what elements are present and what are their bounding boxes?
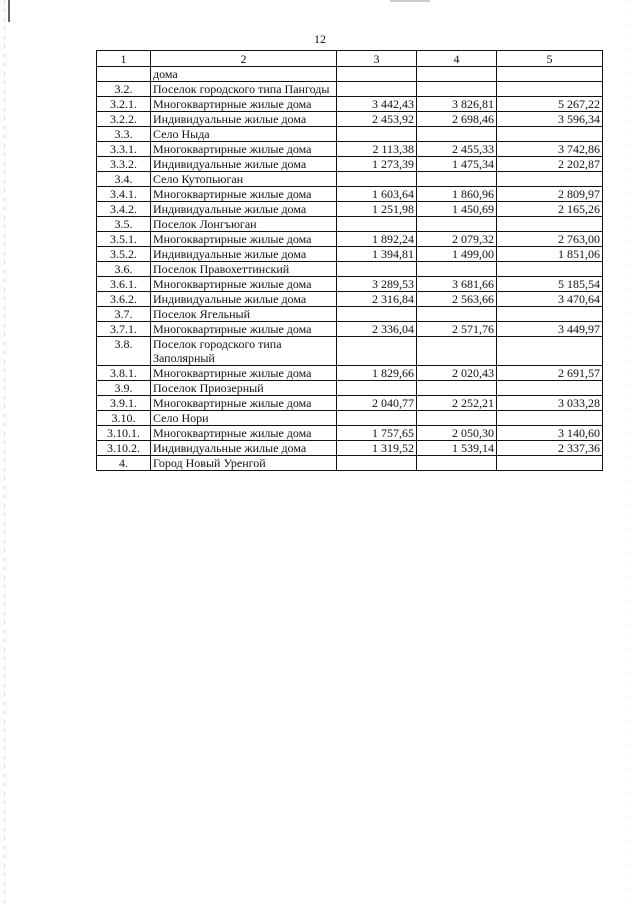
row-number: 3.6.2.: [97, 292, 151, 307]
table-row: [97, 127, 603, 142]
row-name: Многоквартирные жилые дома: [151, 322, 337, 337]
row-name: Многоквартирные жилые дома: [151, 142, 337, 157]
row-number: 3.3.2.: [97, 157, 151, 172]
row-number: 3.6.: [97, 262, 151, 277]
value-col-3: [337, 307, 417, 322]
row-name: Поселок Правохеттинский: [151, 262, 337, 277]
table-row: [97, 202, 603, 217]
table-header: [97, 51, 603, 67]
value-col-4: [417, 307, 497, 322]
row-name: Многоквартирные жилые дома: [151, 187, 337, 202]
value-col-5: [497, 82, 603, 97]
row-name: Поселок городского типа Заполярный: [151, 337, 337, 366]
value-col-3: [337, 337, 417, 366]
row-number: [97, 67, 151, 82]
value-col-3: 1 251,98: [337, 202, 417, 217]
value-col-3: 1 319,52: [337, 441, 417, 456]
scan-top-mark: [390, 0, 430, 2]
value-col-3: [337, 172, 417, 187]
value-col-5: 2 337,36: [497, 441, 603, 456]
value-col-4: 2 020,43: [417, 366, 497, 381]
value-col-4: [417, 456, 497, 471]
value-col-4: [417, 411, 497, 426]
value-col-5: [497, 411, 603, 426]
scan-margin-mark: [4, 0, 5, 905]
value-col-5: 3 470,64: [497, 292, 603, 307]
row-number: 3.4.2.: [97, 202, 151, 217]
table-row: [97, 187, 603, 202]
value-col-3: [337, 411, 417, 426]
table-row: [97, 247, 603, 262]
value-col-4: 1 539,14: [417, 441, 497, 456]
table-row: [97, 366, 603, 381]
value-col-5: 2 763,00: [497, 232, 603, 247]
table-row: [97, 217, 603, 232]
table-row: [97, 426, 603, 441]
value-col-5: [497, 307, 603, 322]
value-col-3: 3 289,53: [337, 277, 417, 292]
row-name: Индивидуальные жилые дома: [151, 202, 337, 217]
value-col-3: 1 829,66: [337, 366, 417, 381]
table-row: [97, 157, 603, 172]
header-col-3: 3: [337, 51, 417, 67]
table-row: [97, 307, 603, 322]
row-number: 3.5.1.: [97, 232, 151, 247]
value-col-3: 1 603,64: [337, 187, 417, 202]
row-number: 3.7.1.: [97, 322, 151, 337]
value-col-3: [337, 127, 417, 142]
value-col-4: [417, 67, 497, 82]
value-col-3: [337, 67, 417, 82]
table-row: [97, 262, 603, 277]
value-col-5: 3 596,34: [497, 112, 603, 127]
value-col-4: [417, 217, 497, 232]
row-name: Село Нори: [151, 411, 337, 426]
row-name: Многоквартирные жилые дома: [151, 426, 337, 441]
value-col-4: [417, 262, 497, 277]
value-col-5: 3 033,28: [497, 396, 603, 411]
value-col-3: 1 757,65: [337, 426, 417, 441]
value-col-3: 1 892,24: [337, 232, 417, 247]
row-name: Многоквартирные жилые дома: [151, 97, 337, 112]
header-col-1: 1: [97, 51, 151, 67]
row-number: 3.10.: [97, 411, 151, 426]
value-col-5: 3 742,86: [497, 142, 603, 157]
row-name: Индивидуальные жилые дома: [151, 441, 337, 456]
value-col-4: 2 698,46: [417, 112, 497, 127]
value-col-4: [417, 381, 497, 396]
value-col-3: [337, 456, 417, 471]
value-col-4: 1 860,96: [417, 187, 497, 202]
row-name: Индивидуальные жилые дома: [151, 157, 337, 172]
scan-margin-mark-right: [629, 0, 630, 905]
header-row: [97, 51, 603, 67]
value-col-4: [417, 82, 497, 97]
value-col-3: [337, 217, 417, 232]
row-name: Индивидуальные жилые дома: [151, 292, 337, 307]
row-number: 3.3.1.: [97, 142, 151, 157]
value-col-5: [497, 337, 603, 366]
row-name: Поселок Приозерный: [151, 381, 337, 396]
value-col-5: 1 851,06: [497, 247, 603, 262]
table-row: [97, 142, 603, 157]
value-col-4: 2 079,32: [417, 232, 497, 247]
value-col-5: 5 185,54: [497, 277, 603, 292]
value-col-5: [497, 172, 603, 187]
table-row: [97, 112, 603, 127]
value-col-3: 2 453,92: [337, 112, 417, 127]
value-col-4: 2 050,30: [417, 426, 497, 441]
table-row: [97, 337, 603, 366]
row-number: 3.3.: [97, 127, 151, 142]
value-col-4: 2 571,76: [417, 322, 497, 337]
value-col-3: 2 316,84: [337, 292, 417, 307]
value-col-4: [417, 172, 497, 187]
value-col-5: [497, 262, 603, 277]
row-name: Поселок Ягельный: [151, 307, 337, 322]
row-name: Многоквартирные жилые дома: [151, 232, 337, 247]
value-col-3: [337, 262, 417, 277]
value-col-4: 3 681,66: [417, 277, 497, 292]
header-col-2: 2: [151, 51, 337, 67]
row-number: 3.7.: [97, 307, 151, 322]
tariff-table: [96, 50, 603, 471]
row-number: 3.9.1.: [97, 396, 151, 411]
row-name: Многоквартирные жилые дома: [151, 277, 337, 292]
value-col-3: 1 273,39: [337, 157, 417, 172]
value-col-3: 1 394,81: [337, 247, 417, 262]
table-row: [97, 441, 603, 456]
row-number: 3.10.2.: [97, 441, 151, 456]
row-number: 3.6.1.: [97, 277, 151, 292]
value-col-5: [497, 381, 603, 396]
row-number: 3.8.: [97, 337, 151, 366]
value-col-3: 3 442,43: [337, 97, 417, 112]
page-number: 12: [314, 32, 326, 46]
table-body: [97, 67, 603, 471]
table-row: [97, 322, 603, 337]
value-col-3: 2 113,38: [337, 142, 417, 157]
row-name: Многоквартирные жилые дома: [151, 366, 337, 381]
row-number: 3.5.2.: [97, 247, 151, 262]
value-col-5: 2 165,26: [497, 202, 603, 217]
row-name: Село Кутопьюган: [151, 172, 337, 187]
row-number: 3.8.1.: [97, 366, 151, 381]
row-name: Город Новый Уренгой: [151, 456, 337, 471]
row-name: Индивидуальные жилые дома: [151, 112, 337, 127]
value-col-5: 2 202,87: [497, 157, 603, 172]
value-col-4: 2 455,33: [417, 142, 497, 157]
table-row: [97, 277, 603, 292]
value-col-5: 3 449,97: [497, 322, 603, 337]
value-col-3: 2 040,77: [337, 396, 417, 411]
value-col-4: [417, 337, 497, 366]
value-col-5: 2 809,97: [497, 187, 603, 202]
table-row: [97, 82, 603, 97]
header-col-5: 5: [497, 51, 603, 67]
table-row: [97, 232, 603, 247]
row-name: дома: [151, 67, 337, 82]
row-number: 3.2.2.: [97, 112, 151, 127]
value-col-5: 5 267,22: [497, 97, 603, 112]
row-number: 3.5.: [97, 217, 151, 232]
table-row: [97, 97, 603, 112]
row-number: 3.4.: [97, 172, 151, 187]
row-number: 3.4.1.: [97, 187, 151, 202]
row-name: Поселок городского типа Пангоды: [151, 82, 337, 97]
value-col-4: [417, 127, 497, 142]
value-col-5: [497, 217, 603, 232]
value-col-5: [497, 67, 603, 82]
value-col-4: 1 450,69: [417, 202, 497, 217]
value-col-4: 1 499,00: [417, 247, 497, 262]
value-col-5: 2 691,57: [497, 366, 603, 381]
value-col-4: 2 563,66: [417, 292, 497, 307]
value-col-5: [497, 456, 603, 471]
row-number: 3.2.: [97, 82, 151, 97]
table-row: [97, 292, 603, 307]
table-row: [97, 67, 603, 82]
table-row: [97, 396, 603, 411]
scan-edge-mark: [8, 0, 10, 22]
value-col-4: 1 475,34: [417, 157, 497, 172]
table-row: [97, 381, 603, 396]
row-number: 3.2.1.: [97, 97, 151, 112]
row-number: 4.: [97, 456, 151, 471]
row-name: Многоквартирные жилые дома: [151, 396, 337, 411]
value-col-4: 3 826,81: [417, 97, 497, 112]
value-col-4: 2 252,21: [417, 396, 497, 411]
table-row: [97, 456, 603, 471]
value-col-3: [337, 381, 417, 396]
row-number: 3.9.: [97, 381, 151, 396]
value-col-5: [497, 127, 603, 142]
row-number: 3.10.1.: [97, 426, 151, 441]
row-name: Село Ныда: [151, 127, 337, 142]
row-name: Индивидуальные жилые дома: [151, 247, 337, 262]
table-row: [97, 411, 603, 426]
table-row: [97, 172, 603, 187]
value-col-3: [337, 82, 417, 97]
value-col-3: 2 336,04: [337, 322, 417, 337]
row-name: Поселок Лонгъюган: [151, 217, 337, 232]
header-col-4: 4: [417, 51, 497, 67]
value-col-5: 3 140,60: [497, 426, 603, 441]
